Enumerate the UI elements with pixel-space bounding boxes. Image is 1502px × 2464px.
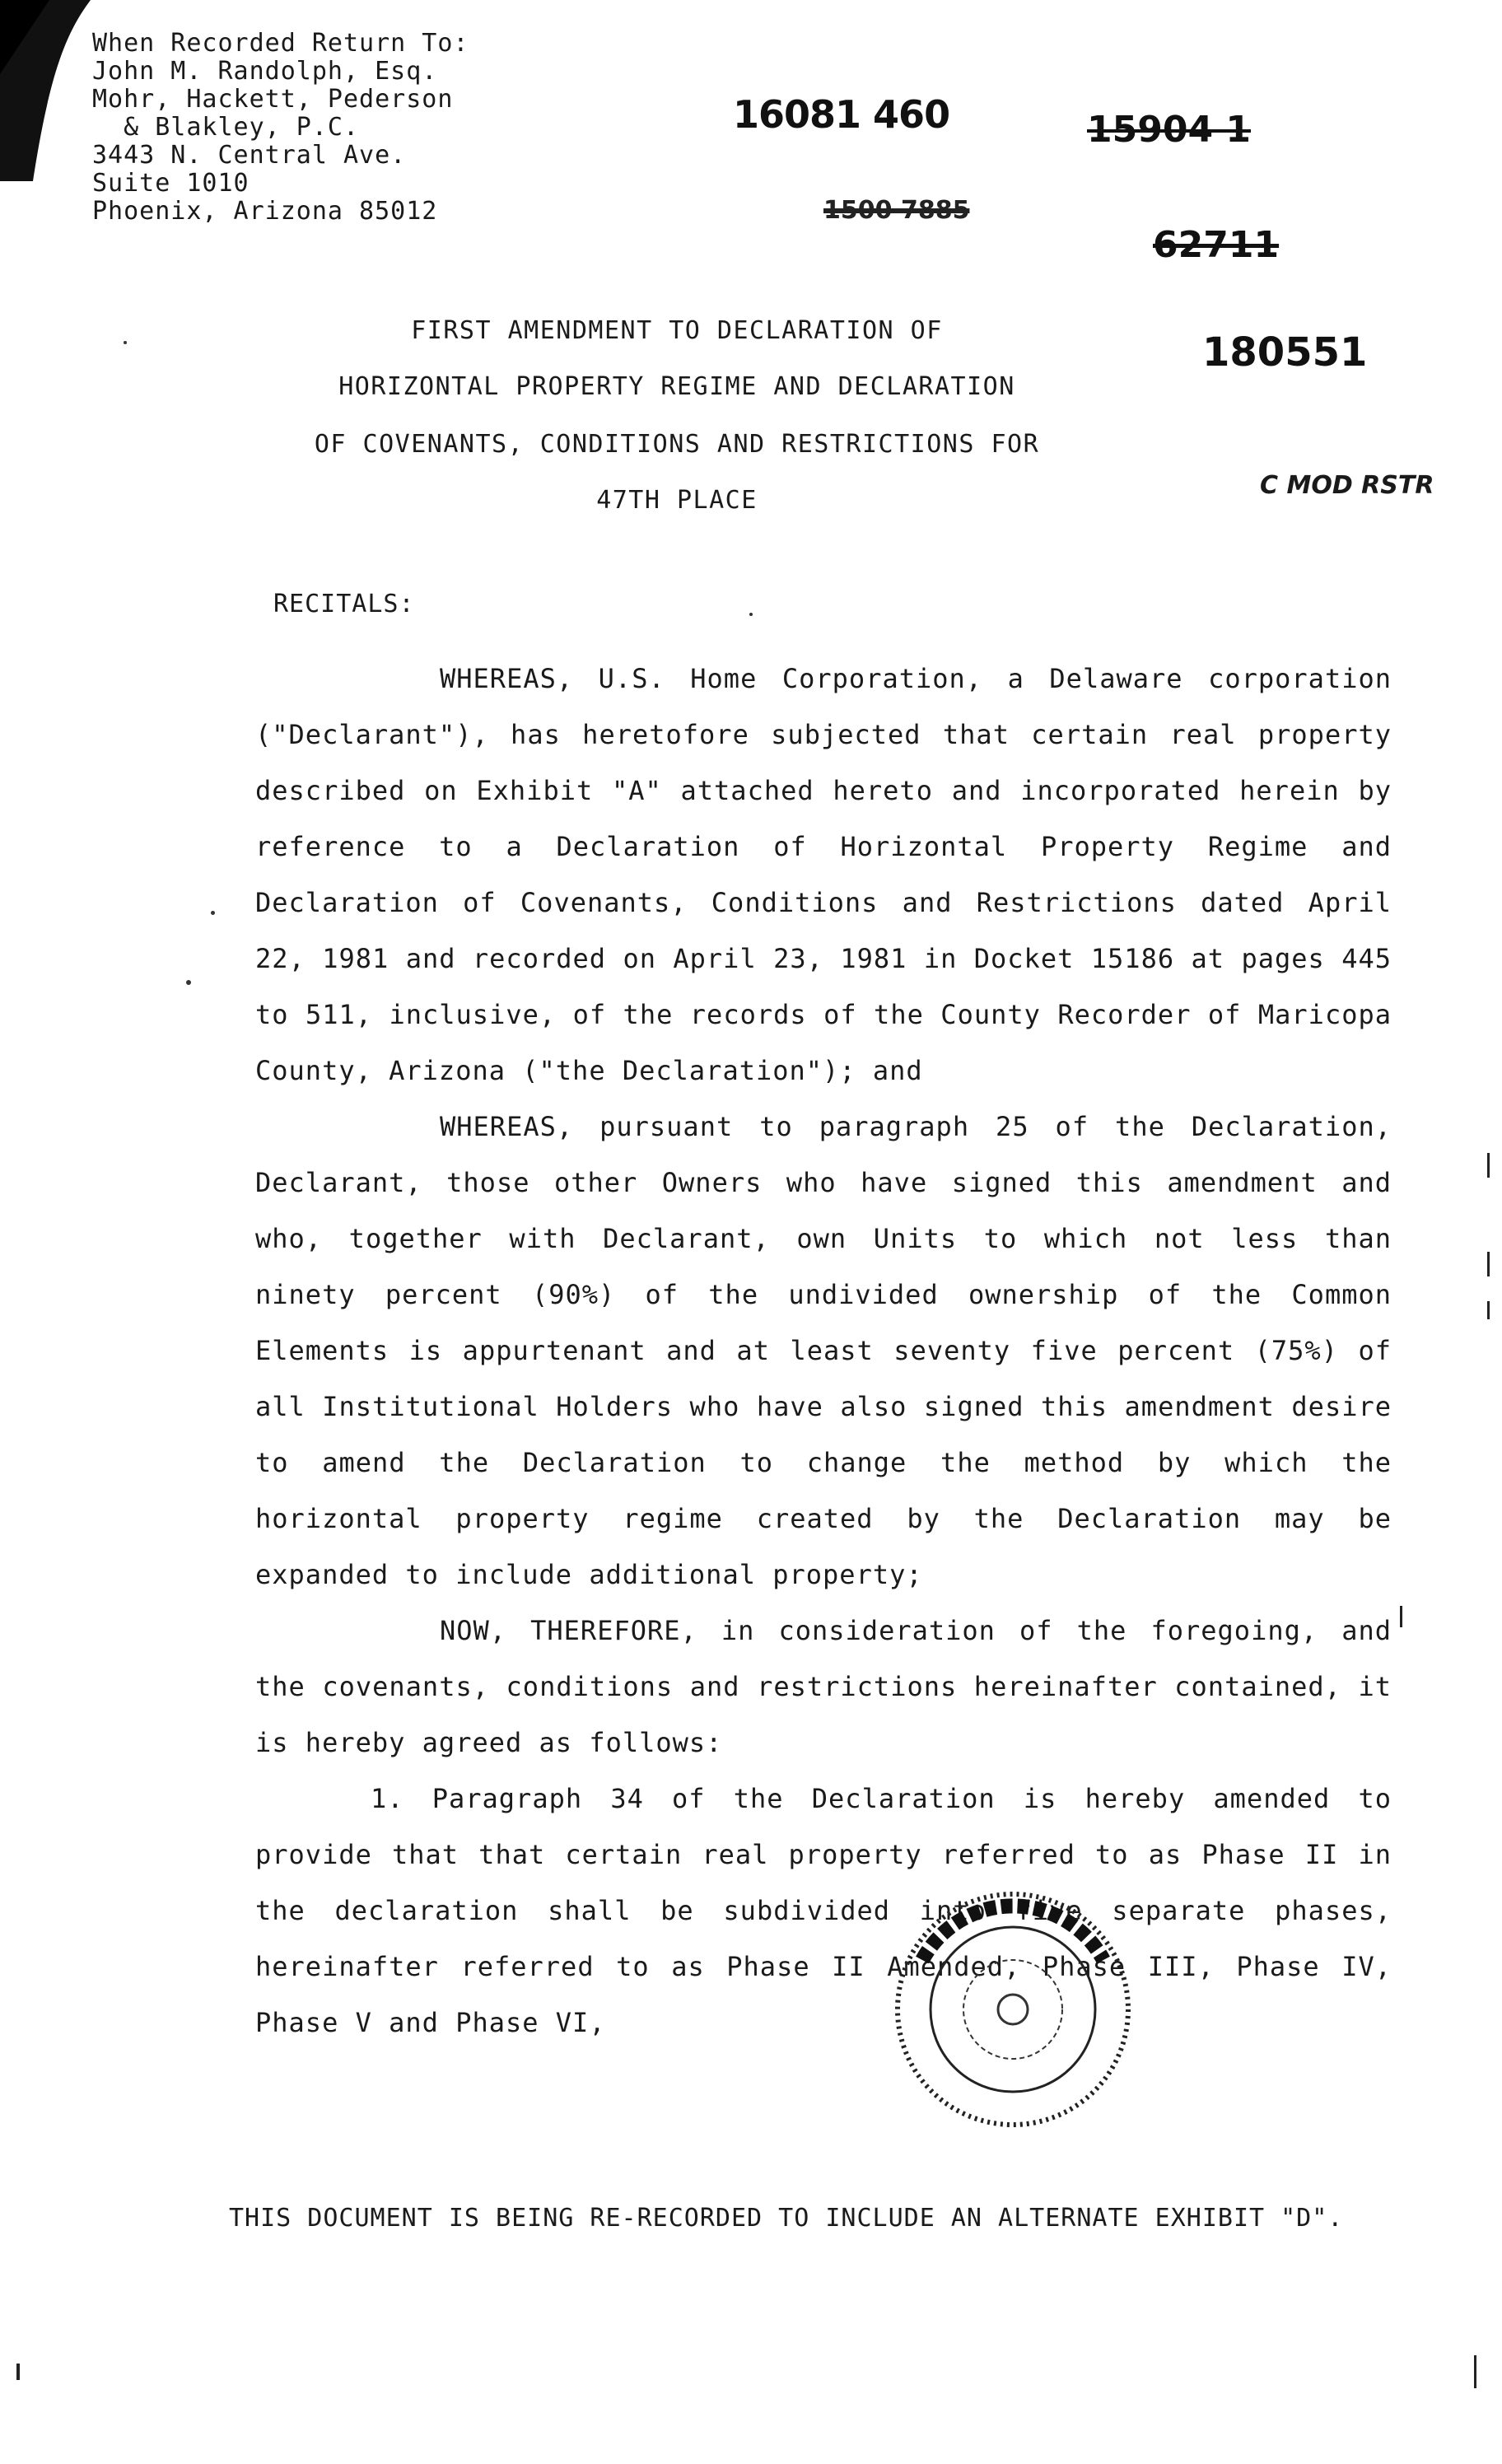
struck-small-stamp: 1500 7885 [823,196,970,225]
title-line-3: OF COVENANTS, CONDITIONS AND RESTRICTIONS FOR [314,430,1040,459]
county-recorder-seal [889,1886,1136,2133]
scan-speck [124,341,127,344]
paragraph-whereas-2: WHEREAS, pursuant to paragraph 25 of the Declaration, Declarant, those other Owners who have signed this amendment and who, together with Declarant, own Units to which not less than ninety percent (90%) of the undivided ownership of the Common Elements is appurtenant and at least seventy five percent (75%) of all Institutional Holders who have also signed this amendment desire to amend the Declaration to change the method by which the horizontal property regime created by the Declaration may be expanded to include additional property; [255,1111,1392,1590]
edge-scan-mark [1474,2355,1476,2388]
record-number-stamp: 180551 [1202,329,1368,376]
return-line-6: Suite 1010 [92,169,250,198]
struck-docket-stamp: 15904 1 [1087,109,1252,151]
edge-scan-mark [1487,1153,1490,1178]
title-line-2: HORIZONTAL PROPERTY REGIME AND DECLARATION [338,372,1015,401]
docket-page-stamp: 16081 460 [733,92,950,137]
struck-number-stamp: 62711 [1153,224,1280,266]
return-line-7: Phoenix, Arizona 85012 [92,197,438,226]
paragraph-item-1: 1. Paragraph 34 of the Declaration is hereby amended to provide that that certain real property referred to as Phase II in the declaration shall be subdivided into five separate phases, hereinafter referred to as Phase II Amended, Phase III, Phase IV, Phase V and Phase VI, [255,1783,1392,2038]
re-recording-note: THIS DOCUMENT IS BEING RE-RECORDED TO INCLUDE AN ALTERNATE EXHIBIT "D". [229,2204,1344,2233]
edge-scan-mark [1400,1606,1402,1627]
scan-speck [186,980,191,985]
scan-speck [211,911,215,915]
body-text [255,651,1392,2051]
edge-scan-mark [16,2364,20,2380]
return-line-1: When Recorded Return To: [92,29,469,58]
return-line-5: 3443 N. Central Ave. [92,141,407,170]
title-line-1: FIRST AMENDMENT TO DECLARATION OF [411,316,943,345]
return-line-2: John M. Randolph, Esq. [92,57,438,86]
paragraph-whereas-1: WHEREAS, U.S. Home Corporation, a Delaware corporation ("Declarant"), has heretofore subjected that certain real property described on Exhibit "A" attached hereto and incorporated herein by reference to a Declaration of Horizontal Property Regime and Declaration of Covenants, Conditions and Restrictions dated April 22, 1981 and recorded on April 23, 1981 in Docket 15186 at pages 445 to 511, inclusive, of the records of the County Recorder of Maricopa County, Arizona ("the Declaration"); and [255,663,1392,1086]
title-line-4: 47TH PLACE [596,486,758,515]
handwritten-note: C MOD RSTR [1260,471,1434,500]
edge-scan-mark [1487,1301,1490,1319]
return-line-4: & Blakley, P.C. [92,113,360,142]
paragraph-now-therefore: NOW, THEREFORE, in consideration of the foregoing, and the covenants, conditions and restrictions hereinafter contained, it is hereby agreed as follows: [255,1615,1392,1758]
return-address-block [92,30,469,226]
corner-scan-artifact [0,0,99,181]
return-line-3: Mohr, Hackett, Pederson [92,85,454,114]
recitals-heading: RECITALS: [273,590,415,618]
scan-speck [749,613,753,616]
edge-scan-mark [1487,1252,1490,1276]
